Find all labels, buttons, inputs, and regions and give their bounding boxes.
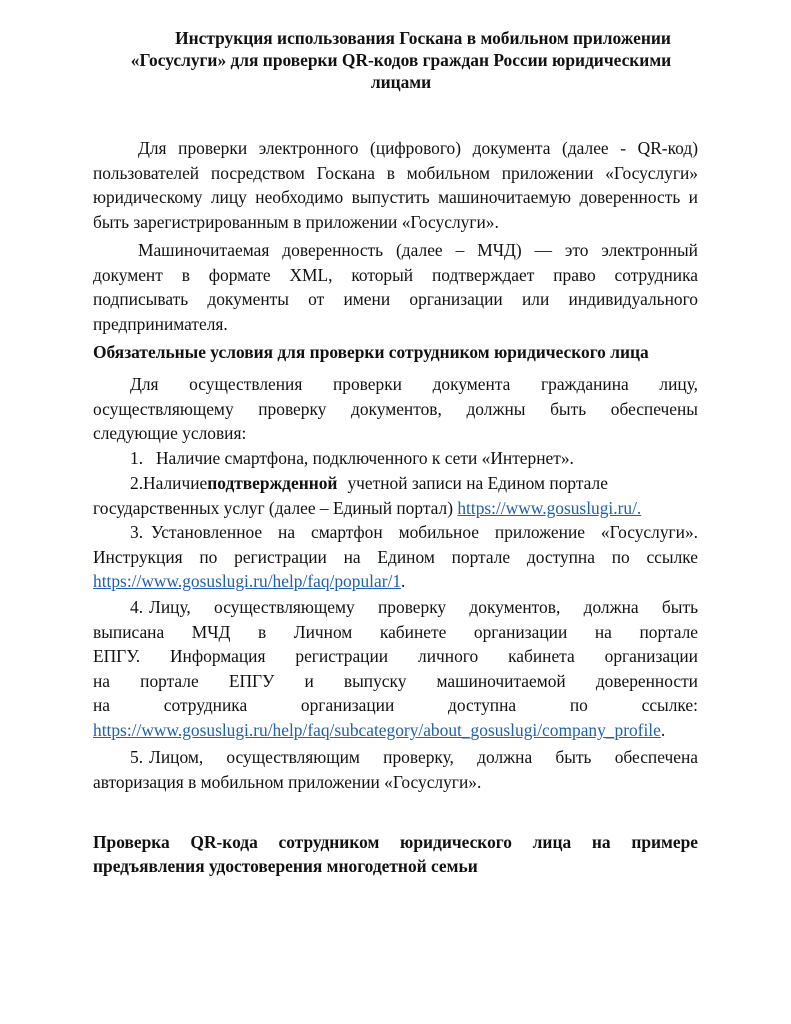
list-item-3: 3. Установленное на смартфон мобильное приложение «Госуслуги». Инструкция по регистрации на Едином портале доступна по ссылке https://www.gosuslugi.ru/help/faq/popular/1 . xyxy=(93,520,698,594)
text-line: документ в формате XML, который подтверждает право сотрудника xyxy=(93,264,698,285)
text-line: пользователей посредством Госкана в мобильном приложении «Госуслуги» xyxy=(93,162,698,183)
emphasis-confirmed: подтвержденной xyxy=(207,473,338,493)
title-line-3: лицами xyxy=(370,72,432,92)
list-item-1 xyxy=(93,446,698,471)
intro-paragraph-1 xyxy=(93,136,698,234)
company-profile-faq-link[interactable]: https://www.gosuslugi.ru/help/faq/subcategory/about_gosuslugi/company_profile xyxy=(93,719,661,740)
list-item-4: 4. Лицу, осуществляющему проверку документов, должна быть выписана МЧД в Личном кабинете организации на портале ЕПГУ. Информация регистрации личного кабинета организации на портале ЕПГУ и выпуску машиночитаемой доверенности на сотрудника организации доступна по ссылке: https://www.gosuslugi.ru/help/faq/subcategory/about_gosuslugi/company_profile . xyxy=(93,595,698,743)
list-number: 3. xyxy=(130,522,144,542)
list-item-text: Наличие смартфона, подключенного к сети «Интернет». xyxy=(156,448,574,468)
list-number: 1. xyxy=(130,448,144,468)
list-number: 2. xyxy=(130,473,144,493)
section-heading-requirements: Обязательные условия для проверки сотрудником юридического лица xyxy=(93,342,649,362)
gosuslugi-home-link[interactable]: https://www.gosuslugi.ru/. xyxy=(457,497,642,518)
document-title xyxy=(95,27,707,93)
text-line: Для осуществления проверки документа гражданина лицу, xyxy=(130,374,698,394)
intro-paragraph-2 xyxy=(93,238,698,336)
text-line: юридическому лицу необходимо выпустить машиночитаемую доверенность и xyxy=(93,187,698,208)
list-item-5: 5. Лицом, осуществляющим проверку, должна быть обеспечена авторизация в мобильном приложении «Госуслуги». xyxy=(93,747,698,792)
text-line: осуществляющему проверку документов, должны быть обеспечены xyxy=(93,398,698,419)
list-number: 5. xyxy=(130,747,144,767)
list-number: 4. xyxy=(130,597,144,617)
text-line: следующие условия: xyxy=(93,423,247,444)
list-item-2: 2. Наличие подтвержденной учетной записи на Едином портале государственных услуг (далее – Единый портал) https://www.gosuslugi.ru/. xyxy=(93,471,698,520)
text-line: быть зарегистрированным в приложении «Госуслуги». xyxy=(93,211,499,232)
text-line: Для проверки электронного (цифрового) документа (далее - QR-код) xyxy=(138,138,698,158)
text-line: Машиночитаемая доверенность (далее – МЧД) — это электронный xyxy=(138,240,698,260)
text-line: предпринимателя. xyxy=(93,313,228,334)
title-line-1: Инструкция использования Госкана в мобильном приложении xyxy=(175,28,671,48)
text-line: подписывать документы от имени организации или индивидуального xyxy=(93,289,698,310)
title-line-2: «Госуслуги» для проверки QR-кодов граждан России юридическими xyxy=(130,50,672,70)
requirements-lead xyxy=(93,372,698,446)
registration-faq-link[interactable]: https://www.gosuslugi.ru/help/faq/popular/1 xyxy=(93,571,402,592)
section-heading-qr-check: Проверка QR-кода сотрудником юридического лица на примере предъявления удостоверения многодетной семьи xyxy=(93,832,698,876)
